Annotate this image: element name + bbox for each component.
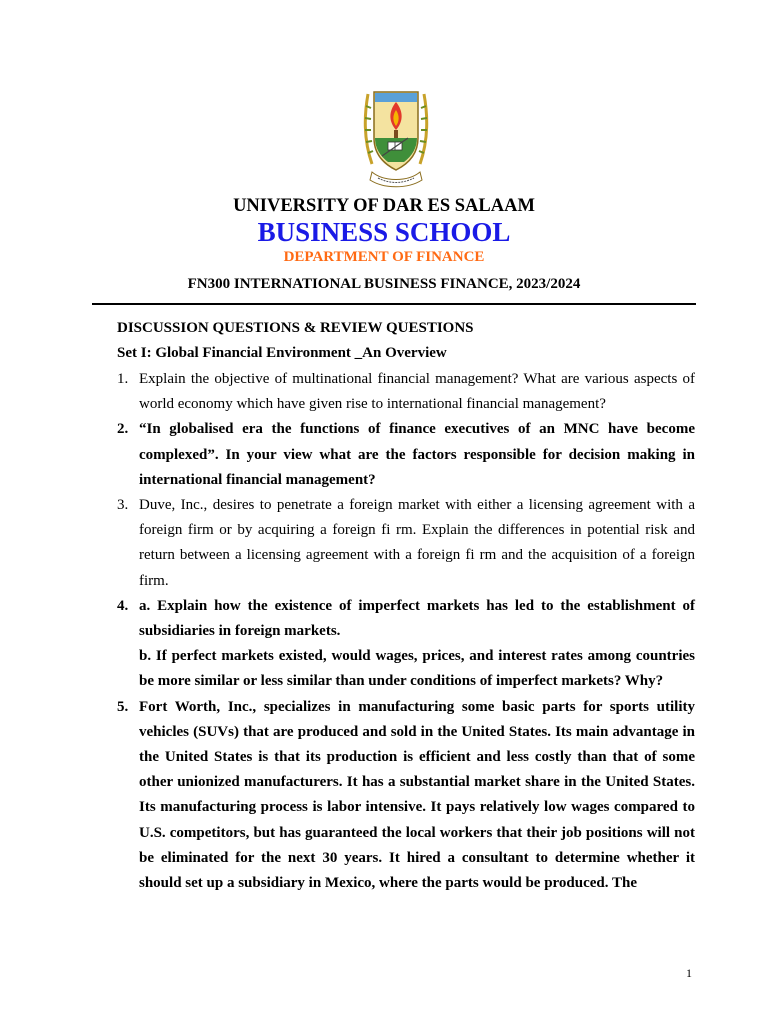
- question-number: 4.: [117, 597, 129, 614]
- question-subpart: b. If perfect markets existed, would wages, prices, and interest rates among countries be more similar or less similar than under conditions of imperfect markets? Why?: [139, 648, 695, 690]
- question-item: [117, 594, 695, 695]
- question-number: 1.: [117, 371, 129, 387]
- question-text: “In globalised era the functions of finance executives of an MNC have become complexed”. In your view what are the factors responsible for decision making in international financial management?: [139, 421, 695, 488]
- header-divider: [92, 303, 696, 305]
- question-item: [117, 417, 695, 493]
- university-crest-icon: [362, 86, 430, 190]
- question-text: a. Explain how the existence of imperfect markets has led to the establishment of subsidiaries in foreign markets.: [139, 597, 695, 640]
- question-item: [117, 695, 695, 897]
- question-text: Duve, Inc., desires to penetrate a foreign market with either a licensing agreement with a foreign firm or by acquiring a foreign fi rm. Explain the differences in potential risk and return between a licensing agreement with a foreign fi rm and the acquisition of a foreign firm.: [139, 497, 695, 589]
- question-item: [117, 367, 695, 417]
- question-text: Fort Worth, Inc., specializes in manufacturing some basic parts for sports utility vehicles (SUVs) that are produced and sold in the United States. Its main advantage in the United States is that its production is efficient and less costly than that of some other unionized manufacturers. It has a substantial market share in the United States. Its manufacturing process is labor intensive. It pays relatively low wages compared to U.S. competitors, but has guaranteed the local workers that their job positions will not be eliminated for the next 30 years. It hired a consultant to determine whether it should set up a subsidiary in Mexico, where the parts would be produced. The: [139, 698, 695, 892]
- course-title: FN300 INTERNATIONAL BUSINESS FINANCE, 2023/2024: [187, 276, 581, 292]
- section-heading: DISCUSSION QUESTIONS & REVIEW QUESTIONS: [117, 320, 474, 336]
- school-name: BUSINESS SCHOOL: [257, 217, 511, 247]
- question-number: 2.: [117, 421, 129, 438]
- department-name: DEPARTMENT OF FINANCE: [283, 249, 485, 265]
- question-item: [117, 493, 695, 594]
- question-number: 3.: [117, 497, 129, 514]
- question-text: Explain the objective of multinational financial management? What are various aspects of world economy which have given rise to international financial management?: [139, 371, 695, 413]
- university-name: UNIVERSITY OF DAR ES SALAAM: [233, 196, 535, 216]
- set-title: Set I: Global Financial Environment _An Overview: [117, 345, 447, 361]
- question-number: 5.: [117, 698, 129, 715]
- page-number: 1: [686, 966, 692, 980]
- question-list: [117, 367, 695, 896]
